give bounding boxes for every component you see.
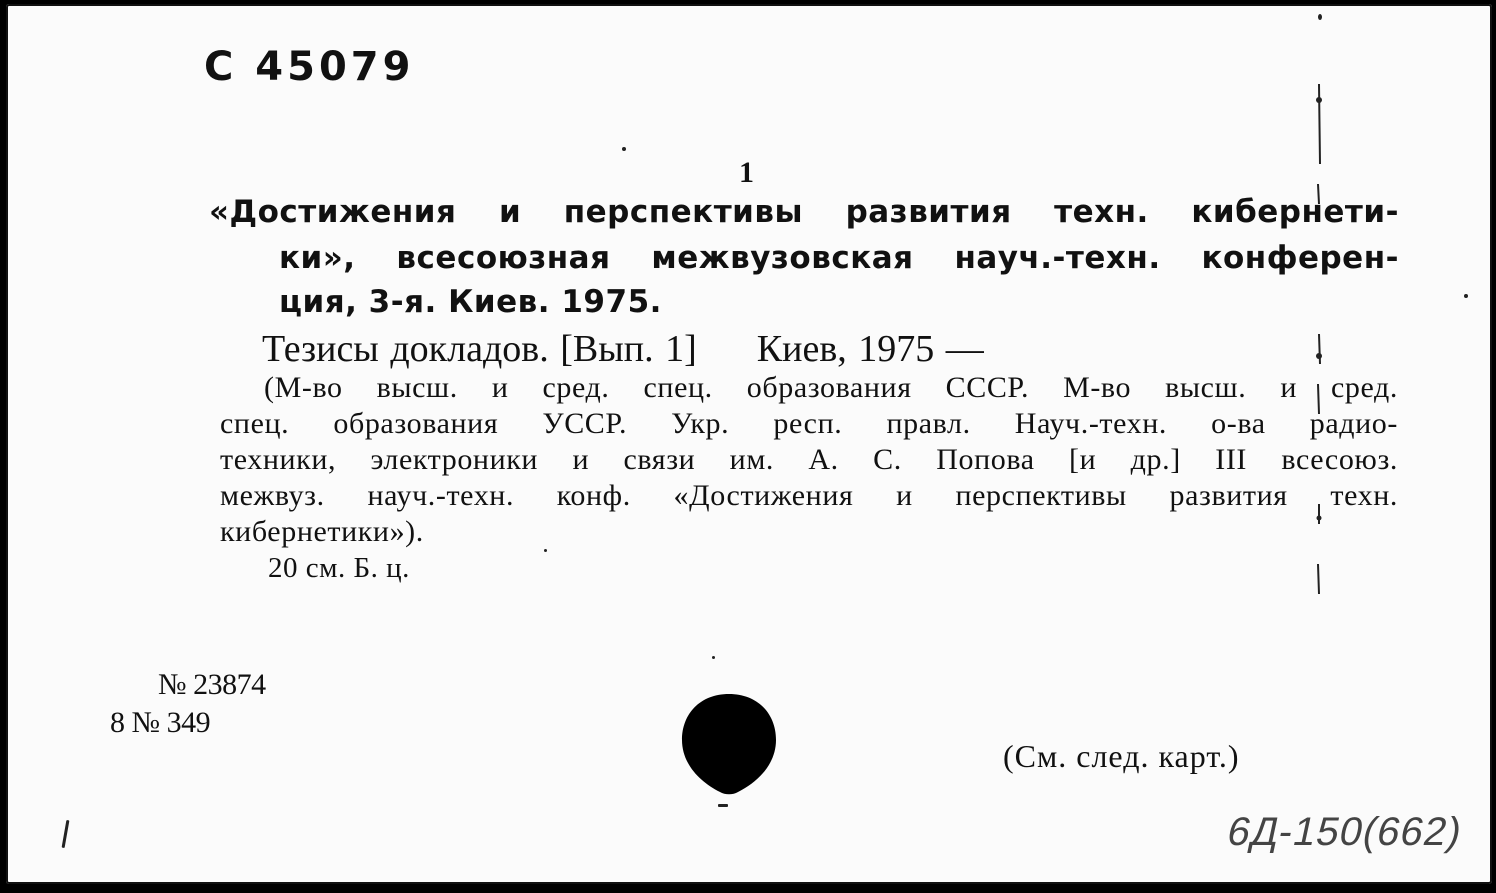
heading-line-3: ция, 3-я. Киев. 1975. [279, 284, 662, 320]
ink-scratch [62, 820, 70, 848]
ink-speck [544, 549, 547, 552]
accession-number-2: 8 № 349 [110, 706, 211, 739]
ink-speck [622, 147, 626, 151]
series-note-line-5: кибернетики»). [220, 515, 424, 548]
call-number: С 45079 [204, 44, 415, 90]
ink-speck [1318, 14, 1322, 20]
imprint-place: Киев, 1975 — [756, 328, 984, 370]
size-price-note: 20 см. Б. ц. [268, 552, 410, 584]
card-sequence-number: 1 [739, 156, 754, 189]
imprint-line [262, 327, 984, 371]
series-note-line-4: межвуз. науч.-техн. конф. «Достижения и перспективы развития техн. [220, 479, 1398, 512]
heading-line-2: ки», всесоюзная межвузовская науч.-техн. конферен- [279, 240, 1399, 276]
ink-speck [712, 656, 715, 659]
fold-mark [1309, 4, 1329, 893]
punch-hole-icon [680, 692, 778, 796]
catalog-card [6, 4, 1492, 884]
handwritten-shelf-note: 6Д-150(662) [1223, 810, 1467, 854]
heading-line-1: «Достижения и перспективы развития техн. кибернети- [209, 194, 1399, 230]
imprint-title: Тезисы докладов. [Вып. 1] [262, 328, 697, 370]
accession-number-1: № 23874 [158, 668, 266, 701]
continuation-note: (См. след. карт.) [1003, 738, 1240, 774]
ink-speck [1464, 294, 1468, 298]
ink-speck [718, 804, 728, 807]
series-note-line-1: (М-во высш. и сред. спец. образования СССР. М-во высш. и сред. [264, 371, 1398, 404]
series-note-line-2: спец. образования УССР. Укр. респ. правл. Науч.-техн. о-ва радио- [220, 407, 1398, 440]
series-note-line-3: техники, электроники и связи им. А. С. Попова [и др.] III всесоюз. [220, 443, 1398, 476]
